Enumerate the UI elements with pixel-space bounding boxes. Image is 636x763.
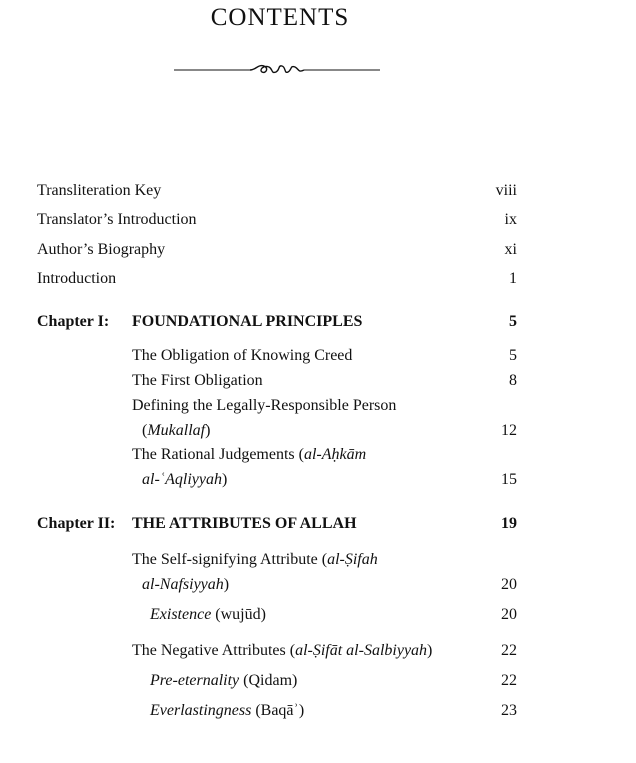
toc-entry-legally-responsible-person[interactable]: Defining the Legally-Responsible Person xyxy=(132,397,397,414)
toc-entry-self-signifying-attribute-cont[interactable]: al-Nafsiyyah) xyxy=(142,576,230,593)
chapter-label: Chapter I: xyxy=(37,313,110,330)
page-number: 12 xyxy=(501,422,517,439)
toc-entry-negative-attributes[interactable]: The Negative Attributes (al-Ṣifāt al-Salbiyyah) xyxy=(132,642,433,659)
toc-entry-first-obligation[interactable]: The First Obligation xyxy=(132,372,263,389)
page-number: 20 xyxy=(501,576,517,593)
page-number: 8 xyxy=(509,372,517,389)
toc-entry-introduction[interactable]: Introduction xyxy=(37,270,117,287)
page-number: 19 xyxy=(501,515,517,532)
toc-entry-self-signifying-attribute[interactable]: The Self-signifying Attribute (al-Ṣifah xyxy=(132,551,378,568)
page-number: 22 xyxy=(501,672,517,689)
toc-entry-legally-responsible-person-cont[interactable]: (Mukallaf) xyxy=(142,422,211,439)
page-number: 5 xyxy=(509,313,517,330)
toc-entry-everlastingness[interactable]: Everlastingness (Baqāʾ) xyxy=(150,702,305,719)
toc-entry-transliteration-key[interactable]: Transliteration Key xyxy=(37,182,162,199)
chapter-label: Chapter II: xyxy=(37,515,116,532)
page-number: ix xyxy=(504,211,517,228)
page-number: 1 xyxy=(509,270,517,287)
toc-entry-existence[interactable]: Existence (wujūd) xyxy=(150,606,266,623)
page-number: 23 xyxy=(501,702,517,719)
toc-chapter-attributes-of-allah[interactable]: THE ATTRIBUTES OF ALLAH xyxy=(132,515,357,532)
toc-entry-translators-introduction[interactable]: Translator’s Introduction xyxy=(37,211,197,228)
page-number: 20 xyxy=(501,606,517,623)
page-number: 15 xyxy=(501,471,517,488)
page-number: viii xyxy=(495,182,517,199)
toc-entry-pre-eternality[interactable]: Pre-eternality (Qidam) xyxy=(150,672,298,689)
toc-entry-rational-judgements[interactable]: The Rational Judgements (al-Aḥkām xyxy=(132,446,367,463)
page-number: 5 xyxy=(509,347,517,364)
page-number: 22 xyxy=(501,642,517,659)
toc-entry-obligation-of-knowing-creed[interactable]: The Obligation of Knowing Creed xyxy=(132,347,353,364)
toc-entry-rational-judgements-cont[interactable]: al-ʿAqliyyah) xyxy=(142,471,228,488)
toc-chapter-foundational-principles[interactable]: FOUNDATIONAL PRINCIPLES xyxy=(132,313,363,330)
page-title: CONTENTS xyxy=(210,4,350,31)
page-number: xi xyxy=(504,241,517,258)
toc-entry-authors-biography[interactable]: Author’s Biography xyxy=(37,241,166,258)
ornament-divider xyxy=(174,60,380,80)
